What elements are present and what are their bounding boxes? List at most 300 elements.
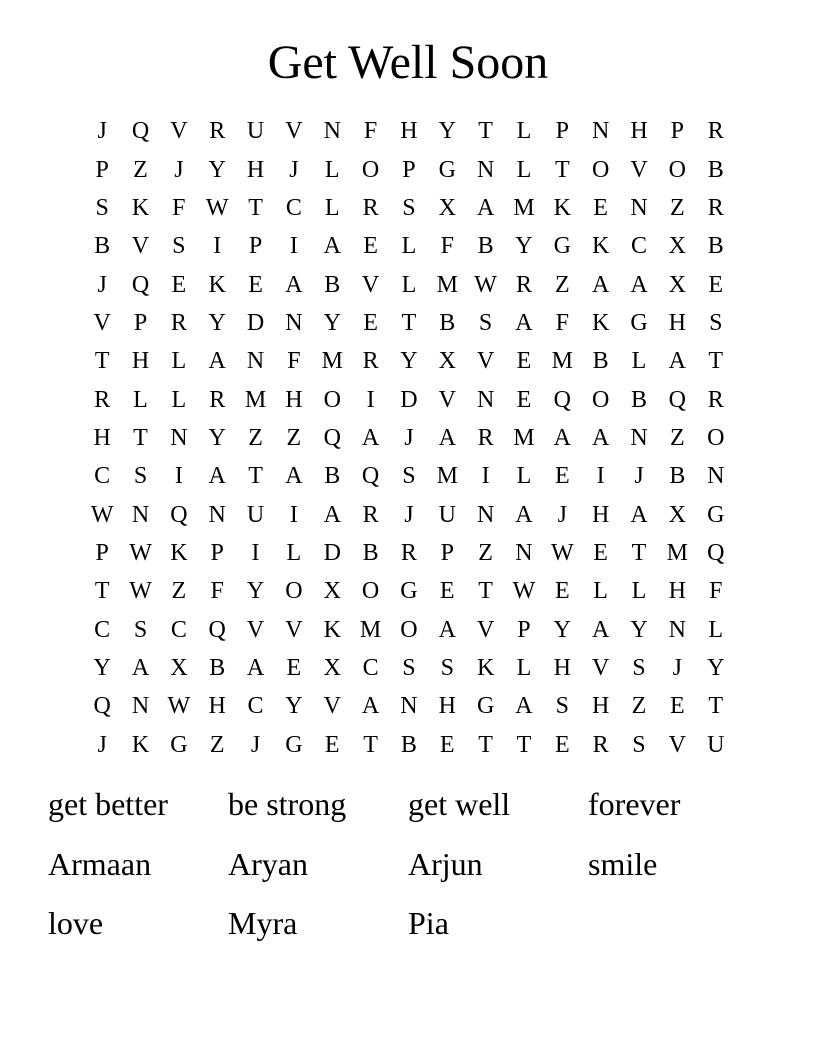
grid-letter: E	[516, 348, 532, 375]
grid-letter: V	[285, 616, 303, 643]
grid-letter: N	[630, 424, 648, 451]
grid-letter: W	[129, 539, 152, 566]
grid-letter: F	[287, 348, 301, 375]
grid-letter: N	[476, 386, 495, 413]
grid-letter: U	[438, 501, 456, 528]
grid-letter: L	[171, 348, 187, 375]
word-list-item: Arjun	[408, 845, 483, 882]
grid-letter: V	[323, 693, 341, 720]
grid-letter: K	[323, 616, 341, 643]
grid-letter: X	[438, 348, 456, 375]
grid-letter: N	[630, 194, 648, 221]
grid-letter: V	[93, 309, 111, 336]
grid-letter: M	[321, 348, 343, 375]
grid-letter: Q	[208, 616, 226, 643]
grid-letter: N	[476, 501, 495, 528]
grid-letter: N	[476, 156, 495, 183]
grid-letter: J	[634, 463, 644, 490]
grid-letter: R	[362, 501, 379, 528]
grid-letter: K	[131, 194, 150, 221]
grid-letter: X	[170, 654, 188, 681]
grid-letter: J	[404, 424, 414, 451]
grid-letter: G	[285, 731, 303, 758]
grid-letter: I	[289, 233, 298, 260]
grid-letter: O	[361, 578, 380, 605]
grid-letter: H	[438, 693, 456, 720]
grid-letter: P	[248, 233, 263, 260]
grid-letter: A	[515, 693, 533, 720]
grid-letter: P	[133, 309, 148, 336]
grid-letter: G	[630, 309, 648, 336]
grid-letter: T	[478, 578, 493, 605]
word-list-item: love	[48, 905, 104, 941]
grid-letter: H	[591, 501, 610, 528]
grid-letter: W	[90, 501, 114, 528]
grid-letter: A	[208, 348, 226, 375]
grid-letter: W	[167, 693, 191, 720]
grid-letter: O	[400, 616, 418, 643]
grid-letter: V	[476, 348, 495, 375]
grid-letter: T	[94, 578, 110, 605]
grid-letter: L	[516, 118, 532, 145]
grid-letter: M	[436, 271, 458, 298]
grid-letter: L	[516, 156, 532, 183]
grid-letter: Z	[171, 578, 187, 605]
grid-letter: F	[709, 578, 723, 605]
grid-letter: A	[553, 424, 571, 451]
grid-letter: R	[592, 731, 609, 758]
grid-letter: L	[133, 386, 148, 413]
grid-letter: O	[591, 156, 610, 183]
grid-letter: E	[171, 271, 187, 298]
grid-letter: T	[516, 731, 532, 758]
grid-letter: L	[401, 233, 417, 260]
grid-letter: Y	[438, 118, 456, 145]
grid-letter: L	[324, 156, 340, 183]
grid-letter: E	[554, 731, 570, 758]
grid-letter: L	[401, 271, 417, 298]
grid-letter: T	[708, 348, 724, 375]
grid-letter: X	[668, 233, 686, 260]
grid-letter: Q	[131, 118, 150, 145]
grid-row	[83, 342, 735, 380]
grid-row	[83, 457, 735, 495]
grid-letter: Q	[361, 463, 380, 490]
grid-letter: R	[209, 386, 226, 413]
grid-letter: E	[439, 731, 455, 758]
grid-letter: Y	[93, 654, 111, 681]
grid-letter: W	[550, 539, 574, 566]
grid-letter: R	[94, 386, 111, 413]
grid-letter: U	[707, 731, 725, 758]
grid-letter: E	[593, 194, 608, 221]
grid-letter: V	[476, 616, 495, 643]
grid-letter: K	[591, 233, 610, 260]
grid-letter: P	[95, 156, 109, 183]
grid-letter: F	[555, 309, 569, 336]
grid-letter: A	[438, 424, 456, 451]
grid-letter: H	[630, 118, 648, 145]
grid-letter: P	[670, 118, 684, 145]
grid-letter: J	[557, 501, 567, 528]
grid-letter: N	[170, 424, 188, 451]
grid-letter: B	[324, 463, 341, 490]
grid-row	[83, 534, 735, 572]
word-list-item: be strong	[228, 786, 347, 822]
grid-row	[83, 572, 735, 610]
grid-letter: W	[512, 578, 536, 605]
grid-letter: U	[246, 501, 265, 528]
grid-letter: T	[401, 309, 417, 336]
grid-letter: S	[133, 616, 148, 643]
grid-letter: V	[438, 386, 456, 413]
grid-letter: L	[631, 578, 647, 605]
grid-letter: Y	[208, 309, 226, 336]
grid-letter: H	[131, 348, 150, 375]
grid-letter: L	[286, 539, 302, 566]
grid-letter: V	[285, 118, 303, 145]
grid-letter: O	[591, 386, 610, 413]
grid-row	[83, 380, 735, 418]
grid-letter: N	[131, 693, 150, 720]
grid-letter: I	[289, 501, 298, 528]
grid-letter: G	[400, 578, 418, 605]
grid-letter: V	[668, 731, 686, 758]
page-title: Get Well Soon	[267, 36, 549, 89]
grid-letter: H	[668, 578, 686, 605]
grid-letter: N	[400, 693, 418, 720]
grid-letter: Z	[631, 693, 647, 720]
grid-letter: K	[131, 731, 150, 758]
grid-letter: T	[94, 348, 110, 375]
grid-letter: P	[555, 118, 569, 145]
grid-letter: Q	[323, 424, 341, 451]
grid-letter: E	[669, 693, 685, 720]
grid-letter: E	[593, 539, 608, 566]
grid-letter: D	[246, 309, 265, 336]
grid-letter: B	[630, 386, 647, 413]
grid-letter: Y	[515, 233, 533, 260]
grid-letter: E	[708, 271, 724, 298]
grid-letter: S	[632, 654, 646, 681]
grid-letter: F	[363, 118, 378, 145]
grid-letter: Q	[170, 501, 188, 528]
grid-letter: X	[438, 194, 456, 221]
grid-letter: K	[208, 271, 226, 298]
grid-row	[83, 610, 735, 648]
grid-letter: G	[438, 156, 456, 183]
grid-letter: T	[133, 424, 148, 451]
word-list-item: smile	[588, 845, 658, 882]
grid-letter: H	[553, 654, 571, 681]
grid-letter: A	[476, 194, 495, 221]
grid-letter: E	[554, 463, 570, 490]
grid-row	[83, 304, 735, 342]
grid-letter: Y	[400, 348, 418, 375]
grid-letter: V	[630, 156, 648, 183]
grid-letter: Z	[669, 424, 685, 451]
grid-letter: E	[286, 654, 302, 681]
grid-letter: S	[632, 731, 646, 758]
grid-letter: L	[631, 348, 647, 375]
grid-row	[83, 265, 735, 303]
word-list-item: Myra	[228, 905, 298, 941]
grid-letter: J	[174, 156, 184, 183]
grid-letter: Z	[554, 271, 570, 298]
grid-letter: B	[439, 309, 456, 336]
grid-letter: A	[515, 309, 533, 336]
grid-letter: E	[439, 578, 455, 605]
grid-letter: P	[440, 539, 454, 566]
grid-letter: N	[285, 309, 303, 336]
grid-letter: O	[323, 386, 341, 413]
grid-letter: H	[400, 118, 418, 145]
grid-row	[83, 419, 735, 457]
grid-letter: C	[170, 616, 187, 643]
grid-letter: E	[324, 731, 340, 758]
grid-letter: G	[553, 233, 571, 260]
grid-letter: M	[436, 463, 458, 490]
grid-letter: A	[630, 501, 648, 528]
grid-letter: L	[593, 578, 608, 605]
grid-letter: Q	[553, 386, 571, 413]
grid-letter: L	[171, 386, 187, 413]
grid-row	[83, 150, 735, 188]
grid-letter: Z	[248, 424, 263, 451]
grid-letter: T	[478, 731, 493, 758]
grid-letter: Z	[286, 424, 302, 451]
grid-letter: N	[208, 501, 226, 528]
grid-letter: J	[97, 271, 107, 298]
grid-row	[83, 649, 735, 687]
grid-letter: I	[213, 233, 222, 260]
grid-letter: Q	[93, 693, 111, 720]
grid-letter: E	[516, 386, 532, 413]
grid-letter: A	[361, 424, 380, 451]
grid-letter: W	[205, 194, 229, 221]
grid-letter: E	[363, 233, 378, 260]
grid-letter: C	[94, 463, 111, 490]
grid-letter: B	[592, 348, 609, 375]
grid-letter: S	[95, 194, 109, 221]
grid-letter: S	[478, 309, 493, 336]
grid-letter: F	[172, 194, 186, 221]
grid-letter: O	[668, 156, 686, 183]
grid-letter: N	[707, 463, 725, 490]
grid-letter: K	[476, 654, 495, 681]
grid-letter: A	[630, 271, 648, 298]
grid-letter: L	[516, 654, 532, 681]
grid-letter: A	[323, 233, 341, 260]
grid-letter: A	[668, 348, 686, 375]
grid-letter: P	[95, 539, 109, 566]
word-list-item: get well	[408, 786, 511, 822]
grid-letter: B	[362, 539, 379, 566]
grid-letter: R	[707, 194, 724, 221]
grid-letter: S	[133, 463, 148, 490]
grid-letter: J	[97, 731, 107, 758]
grid-letter: C	[247, 693, 264, 720]
grid-letter: H	[208, 693, 226, 720]
grid-letter: B	[669, 463, 686, 490]
grid-letter: A	[591, 424, 610, 451]
grid-row	[83, 227, 735, 265]
word-list-item: Pia	[408, 905, 449, 941]
grid-letter: S	[402, 463, 416, 490]
grid-letter: R	[400, 539, 417, 566]
grid-letter: Y	[323, 309, 341, 336]
grid-letter: A	[208, 463, 226, 490]
grid-letter: K	[591, 309, 610, 336]
grid-letter: Z	[133, 156, 148, 183]
grid-letter: B	[94, 233, 111, 260]
grid-letter: N	[515, 539, 533, 566]
grid-letter: R	[707, 118, 724, 145]
grid-letter: R	[362, 348, 379, 375]
grid-letter: I	[251, 539, 260, 566]
grid-letter: R	[477, 424, 494, 451]
grid-letter: M	[513, 194, 535, 221]
grid-letter: K	[170, 539, 188, 566]
grid-letter: T	[248, 463, 263, 490]
grid-letter: M	[666, 539, 688, 566]
grid-letter: V	[131, 233, 150, 260]
grid-letter: Y	[208, 424, 226, 451]
grid-letter: S	[172, 233, 186, 260]
grid-letter: Z	[209, 731, 225, 758]
grid-letter: Y	[707, 654, 725, 681]
grid-letter: H	[591, 693, 610, 720]
word-search-grid	[83, 112, 735, 764]
grid-letter: C	[94, 616, 111, 643]
grid-letter: Y	[246, 578, 265, 605]
grid-letter: T	[478, 118, 493, 145]
grid-letter: Q	[131, 271, 150, 298]
grid-letter: M	[359, 616, 382, 643]
grid-letter: S	[440, 654, 454, 681]
grid-letter: T	[708, 693, 724, 720]
grid-letter: X	[323, 654, 341, 681]
grid-letter: A	[131, 654, 150, 681]
grid-letter: U	[246, 118, 265, 145]
grid-letter: A	[285, 271, 303, 298]
grid-letter: L	[708, 616, 724, 643]
grid-letter: W	[474, 271, 497, 298]
grid-letter: A	[361, 693, 380, 720]
word-list-item: Armaan	[48, 845, 152, 882]
grid-letter: X	[668, 501, 686, 528]
grid-letter: J	[289, 156, 299, 183]
grid-letter: A	[246, 654, 265, 681]
word-list	[48, 776, 768, 955]
grid-letter: T	[554, 156, 570, 183]
grid-letter: P	[402, 156, 416, 183]
word-list-item: Aryan	[228, 845, 308, 882]
grid-letter: B	[707, 156, 724, 183]
grid-letter: N	[323, 118, 341, 145]
word-list-item: forever	[588, 786, 681, 822]
grid-row	[83, 189, 735, 227]
grid-letter: R	[170, 309, 187, 336]
grid-letter: I	[174, 463, 183, 490]
grid-letter: Q	[707, 539, 725, 566]
grid-letter: B	[400, 731, 417, 758]
grid-letter: O	[285, 578, 303, 605]
grid-letter: Y	[630, 616, 648, 643]
grid-letter: I	[481, 463, 490, 490]
grid-letter: C	[630, 233, 647, 260]
grid-letter: K	[553, 194, 571, 221]
grid-letter: C	[285, 194, 302, 221]
grid-row	[83, 726, 735, 764]
grid-row	[83, 687, 735, 725]
grid-letter: O	[361, 156, 380, 183]
grid-letter: R	[515, 271, 532, 298]
grid-row	[83, 495, 735, 533]
grid-letter: Y	[553, 616, 571, 643]
grid-letter: B	[707, 233, 724, 260]
grid-letter: H	[285, 386, 303, 413]
grid-letter: G	[707, 501, 725, 528]
grid-letter: A	[285, 463, 303, 490]
grid-letter: I	[596, 463, 605, 490]
grid-letter: Y	[285, 693, 303, 720]
grid-letter: F	[440, 233, 454, 260]
grid-letter: B	[477, 233, 494, 260]
grid-letter: S	[709, 309, 723, 336]
grid-letter: N	[246, 348, 265, 375]
grid-letter: E	[363, 309, 378, 336]
grid-letter: A	[515, 501, 533, 528]
grid-letter: H	[93, 424, 111, 451]
grid-letter: W	[129, 578, 152, 605]
grid-letter: N	[131, 501, 150, 528]
grid-letter: H	[246, 156, 265, 183]
grid-letter: C	[362, 654, 379, 681]
grid-letter: J	[250, 731, 261, 758]
grid-letter: H	[668, 309, 686, 336]
grid-letter: N	[668, 616, 686, 643]
grid-letter: B	[324, 271, 341, 298]
grid-letter: L	[516, 463, 532, 490]
grid-letter: F	[210, 578, 224, 605]
grid-letter: R	[362, 194, 379, 221]
grid-letter: N	[591, 118, 610, 145]
grid-letter: A	[438, 616, 456, 643]
grid-letter: G	[476, 693, 495, 720]
grid-letter: E	[248, 271, 263, 298]
grid-letter: A	[591, 616, 610, 643]
grid-letter: I	[366, 386, 375, 413]
grid-letter: Z	[669, 194, 685, 221]
grid-letter: V	[246, 616, 265, 643]
grid-letter: V	[170, 118, 188, 145]
grid-letter: B	[209, 654, 226, 681]
grid-letter: E	[554, 578, 570, 605]
grid-letter: A	[323, 501, 341, 528]
grid-letter: R	[707, 386, 724, 413]
grid-letter: M	[244, 386, 267, 413]
grid-letter: P	[210, 539, 224, 566]
grid-letter: X	[668, 271, 686, 298]
grid-letter: S	[402, 194, 416, 221]
word-list-item: get better	[48, 786, 168, 822]
grid-letter: G	[170, 731, 188, 758]
grid-letter: O	[707, 424, 725, 451]
grid-letter: T	[363, 731, 378, 758]
grid-letter: J	[404, 501, 414, 528]
grid-letter: S	[402, 654, 416, 681]
